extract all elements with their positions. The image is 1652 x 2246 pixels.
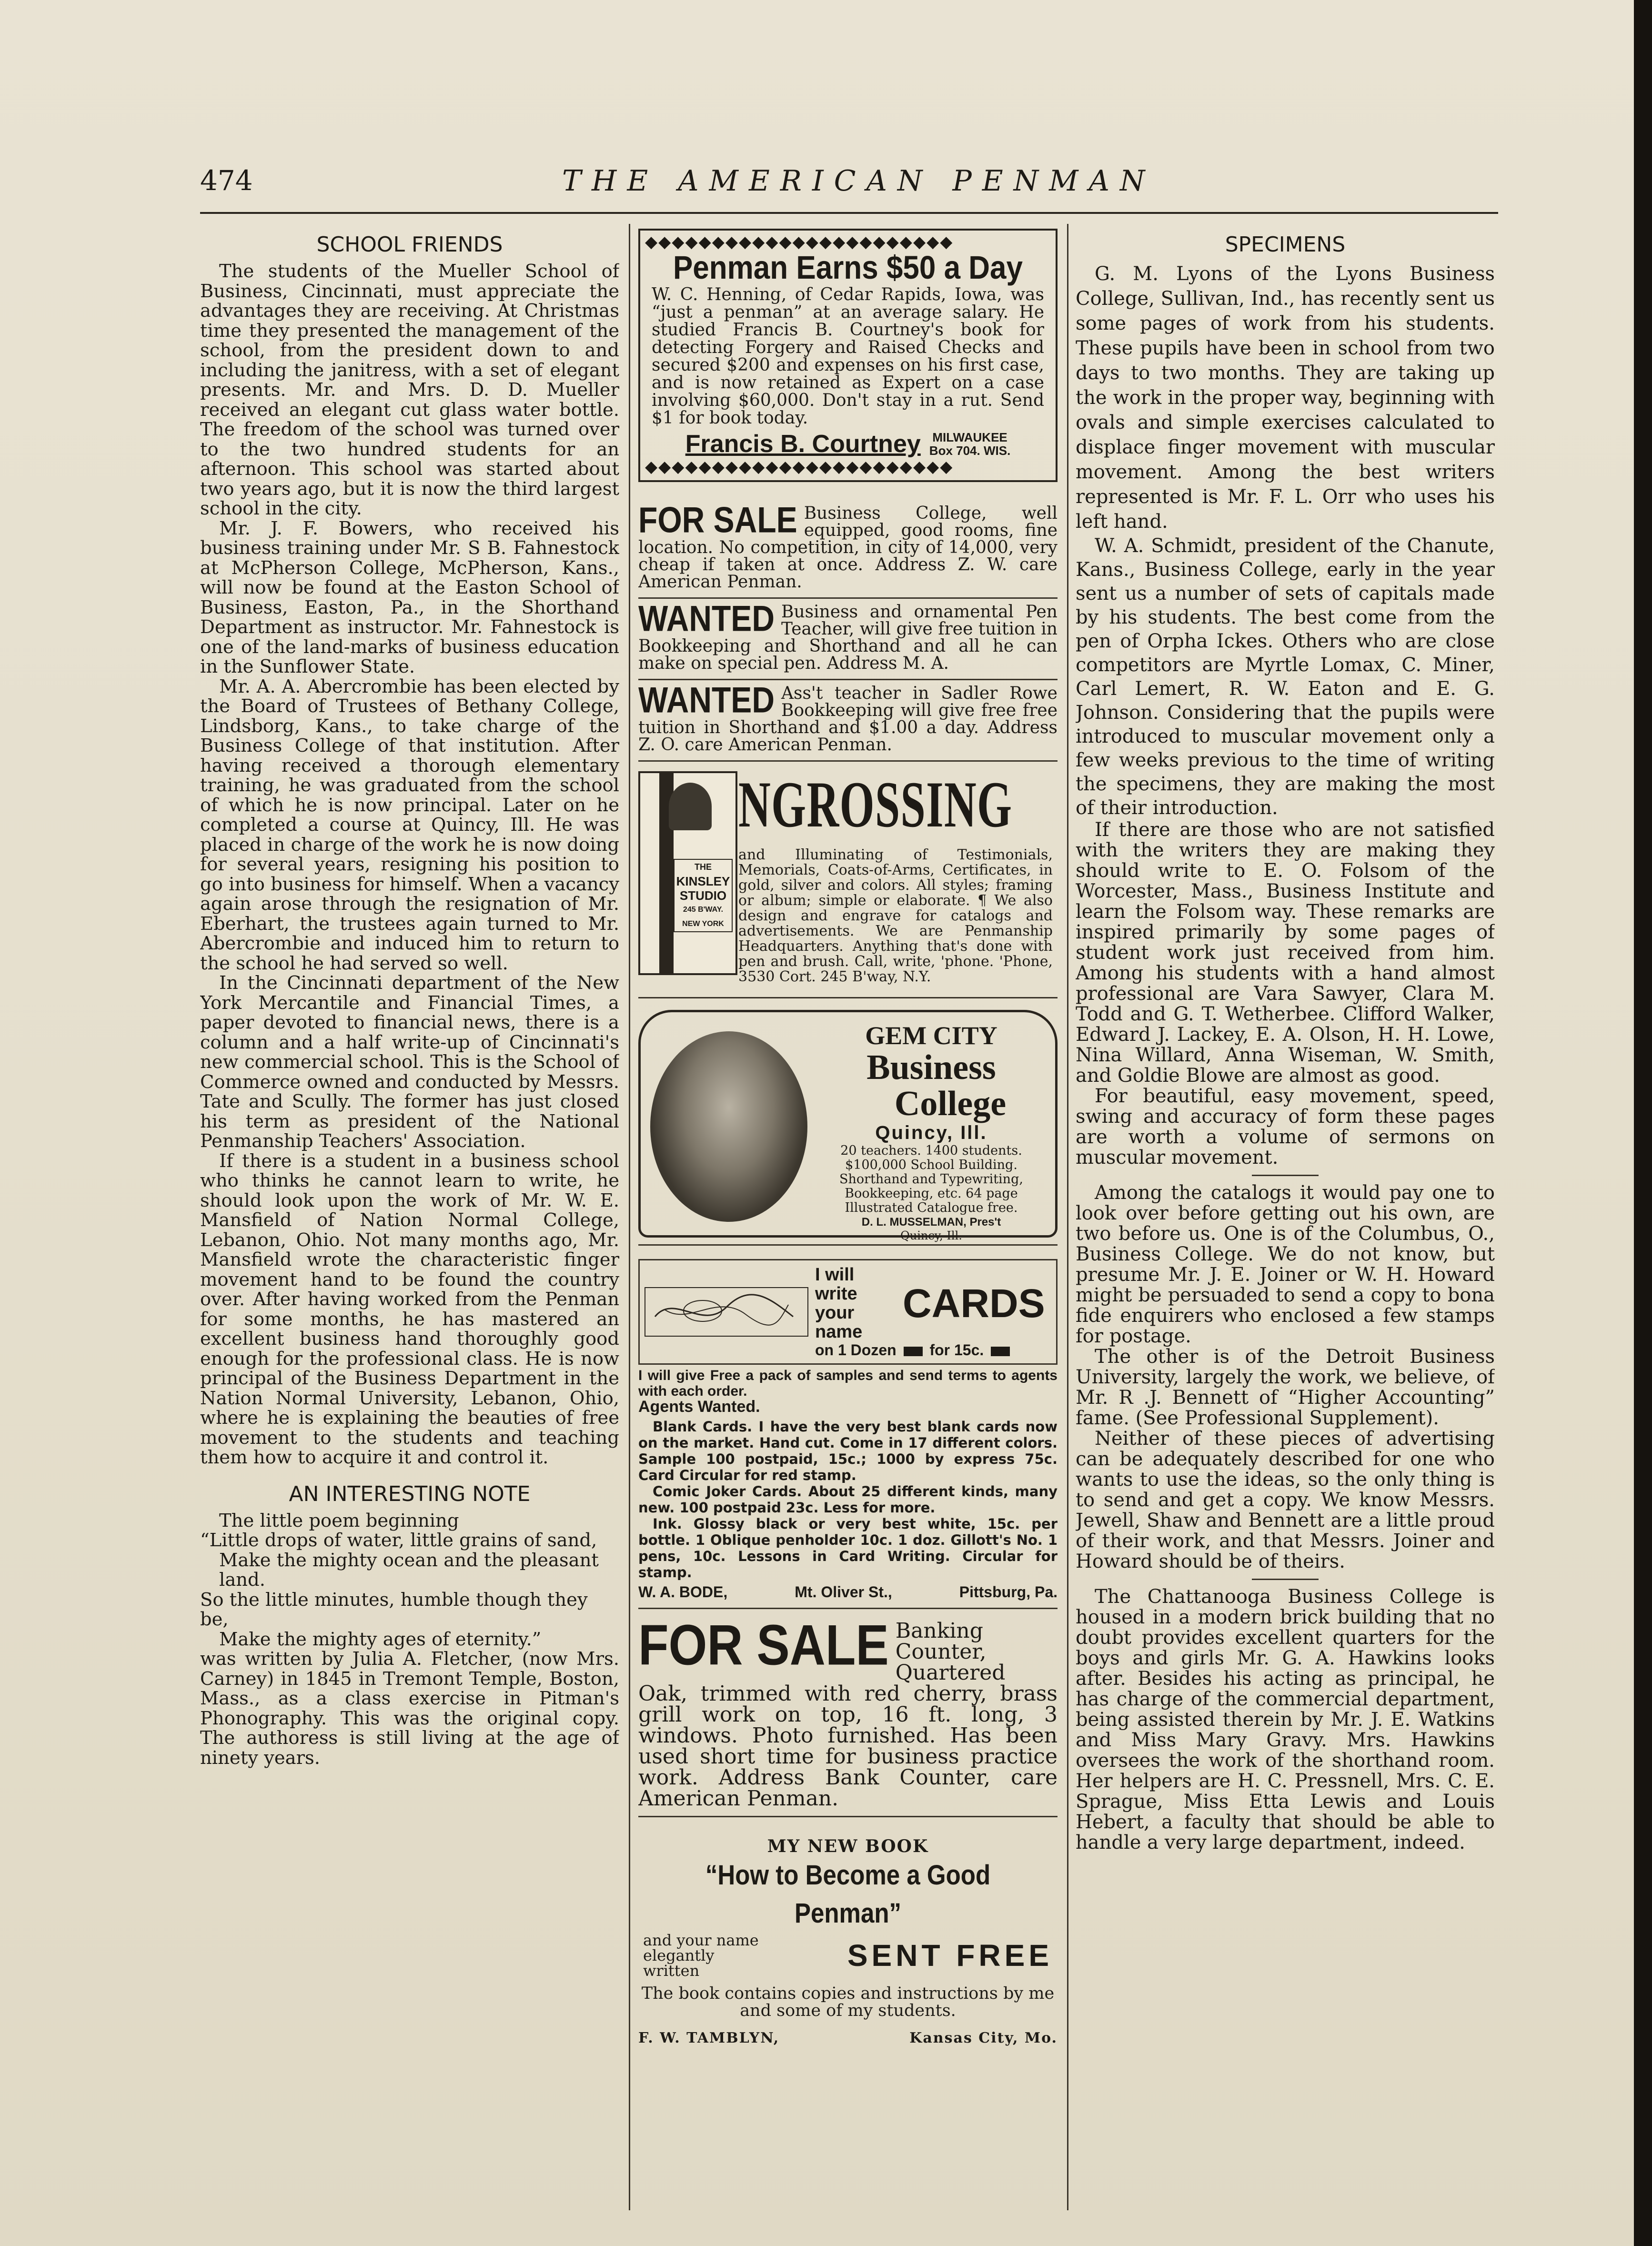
gem-city-details: 20 teachers. 1400 students. $100,000 School Building. Shorthand and Typewriting, Bookkeeping, etc. 64 page Illustrated Catalogue free. xyxy=(839,1143,1023,1215)
ad-heading: WANTED xyxy=(638,598,775,639)
paragraph: Mr. J. F. Bowers, who received his business training under Mr. S B. Fahnestock at McPherson College, McPherson, Kans., will now be found at the Easton School of Business, Easton, Pa., in the Shorthand Department as instructor. Mr. Fahnestock is one of the land-marks of business education in the Sunflower State. xyxy=(200,517,619,677)
courtney-ad xyxy=(638,229,1058,482)
ad-body: Business College, well equipped, good rooms, fine location. No competition, in city of 14,000, very cheap if taken at once. Address Z. W. care American Penman. xyxy=(638,504,1058,592)
ad-body: Business and ornamental Pen Teacher, will give free tuition in Bookkeeping and Shorthand and all he can make on special pen. Address M. A. xyxy=(638,602,1058,673)
book-offer xyxy=(638,1933,1058,1978)
advertiser-address xyxy=(929,431,1011,457)
cards-agents: Agents Wanted. xyxy=(638,1398,760,1416)
ad-heading: FOR SALE xyxy=(638,1613,889,1677)
header-rule xyxy=(200,212,1498,214)
paragraph: Neither of these pieces of advertising can be adequately described for one who wants to use the ideas, so the only thing is to send and get a copy. We know Messrs. Jewell, Shaw and Bennett are a little proud of their work, and that Messrs. Joiner and Howard should be of theirs. xyxy=(1076,1428,1495,1572)
left-column xyxy=(200,224,619,2213)
studio-line: 245 B'WAY. xyxy=(683,906,724,914)
portrait-photo xyxy=(650,1031,807,1222)
section-heading: AN INTERESTING NOTE xyxy=(289,1481,531,1506)
gem-city-city: Quincy, Ill. xyxy=(875,1122,987,1143)
wanted-ad xyxy=(638,599,1058,680)
paragraph: The students of the Mueller School of Business, Cincinnati, must appreciate the advantages they are receiving. At Christmas time they presented the management of the school, from the president down to and including the janitress, with a set of elegant presents. Mr. and Mrs. D. D. Mueller received an elegant cut glass water bottle. The freedom of the school was turned over to the two hundred students for an afternoon. This school was started about two years ago, but it is now the third largest school in the city. xyxy=(200,261,619,519)
card-sample xyxy=(645,1287,808,1337)
cards-price: for 15c. xyxy=(929,1341,984,1359)
cards-big: CARDS xyxy=(903,1281,1045,1326)
for-sale-ad xyxy=(638,500,1058,599)
divider xyxy=(1252,1175,1319,1176)
paragraph: The Chattanooga Business College is housed in a modern brick building that no doubt provides excellent quarters for the boys and girls Mr. G. A. Hawkins looks after. Besides his acting as principal, he has charge of the commercial department, being assisted therein by Mr. J. E. Watkins and Miss Mary Gravy. Mrs. Hawkins oversees the work of the shorthand room. Her helpers are H. C. Pressnell, Mrs. C. E. Sprague, Miss Etta Lewis and Louis Hebert, a faculty that should be able to handle a very large department, indeed. xyxy=(1076,1586,1495,1853)
emblem-icon xyxy=(669,783,712,830)
cards-headline xyxy=(815,1265,1051,1359)
section-heading: SPECIMENS xyxy=(1225,232,1346,257)
paragraph: If there are those who are not satisfied with the writers they are making they should write to E. O. Folsom of the Worcester, Mass., Business Institute and learn the Folsom way. These remarks are inspired primarily by some pages of student work just received from him. Among his students with a hand almost professional are Vara Sawyer, Clara M. Todd and G. T. Wetherbee. Clifford Walker, Edward J. Lackey, E. A. Olson, H. H. Lowe, Nina Willard, Anna Wiseman, W. Smith, and Goldie Blowe are almost as good. xyxy=(1076,819,1495,1087)
book-name-line: and your name elegantly written xyxy=(643,1931,759,1980)
signature-part: Mt. Oliver St., xyxy=(795,1583,892,1601)
gem-city-frame xyxy=(638,1010,1058,1242)
divider xyxy=(1252,1579,1319,1580)
gem-city-text xyxy=(817,1022,1046,1242)
page-edge xyxy=(1634,0,1652,2246)
book-title: “How to Become a Good Penman” xyxy=(705,1860,991,1929)
book-author: F. W. TAMBLYN, xyxy=(638,2030,780,2046)
ads-column xyxy=(638,229,1058,2213)
paragraph: For beautiful, easy movement, speed, swing and accuracy of form these pages are worth a volume of sermons on muscular movement. xyxy=(1076,1085,1495,1168)
ad-signature xyxy=(645,430,1051,458)
engrossing-initial-e xyxy=(638,771,737,975)
wanted-ad xyxy=(638,680,1058,762)
cards-header xyxy=(638,1259,1058,1365)
cards-item: Comic Joker Cards. About 25 different kinds, many new. 100 postpaid 23c. Less for more. xyxy=(638,1483,1058,1516)
paragraph: Mr. A. A. Abercrombie has been elected by the Board of Trustees of Bethany College, Lindsborg, Kans., to take charge of the Business College of that institution. After having received a thorough elementary training, he was graduated from the school of which he is now principal. Later on he completed a course at Quincy, Ill. He was placed in charge of the work he is now doing for several years, resigning his position to go into business for himself. When a vacancy again arose through the resignation of Mr. Eberhart, the trustees again turned to Mr. Abercrombie and induced him to return to the school he had served so well. xyxy=(200,675,619,974)
advertiser-city: MILWAUKEE xyxy=(932,430,1007,444)
poem-line: “Little drops of water, little grains of sand, xyxy=(200,1530,597,1551)
ad-heading: WANTED xyxy=(638,679,775,720)
cards-lead: I will write your name xyxy=(815,1265,863,1342)
cards-signature xyxy=(638,1583,1058,1601)
right-column xyxy=(1076,224,1495,2213)
ad-body: and Illuminating of Testimonials, Memorials, Coats-of-Arms, Certificates, in gold, silver and colors. All styles; framing or album; simple or elaborate. ¶ We also design and engrave for catalogs and advertisements. We are Penmanship Headquarters. Anything that's done with pen and brush. Call, write, 'phone. 'Phone, 3530 Cort. 245 B'way, N.Y. xyxy=(738,846,1053,985)
poem-line: Make the mighty ages of eternity.” xyxy=(219,1628,542,1650)
paragraph: The little poem beginning xyxy=(219,1510,459,1531)
paragraph: In the Cincinnati department of the New York Mercantile and Financial Times, a paper devoted to financial news, there is a column and a half write-up of Cincinnati's new commercial school. This is the School of Commerce owned and conducted by Messrs. Tate and Scully. The former has just closed his term as president of the National Penmanship Teachers' Association. xyxy=(200,972,619,1152)
paragraph: The other is of the Detroit Business University, largely the work, we believe, of Mr. R .J. Bennett of “Higher Accounting” fame. (See Professional Supplement). xyxy=(1076,1346,1495,1429)
gem-city-line1: GEM CITY xyxy=(865,1021,997,1050)
studio-line: NEW YORK xyxy=(682,920,724,928)
ad-body: Ass't teacher in Sadler Rowe Bookkeeping will give free free tuition in Shorthand and $1.00 a day. Address Z. O. care American Penman. xyxy=(638,684,1058,755)
for-sale-counter-ad xyxy=(638,1613,1058,1817)
gem-city-ad xyxy=(638,1005,1058,1246)
studio-line: THE xyxy=(695,862,712,872)
signature-part: Pittsburg, Pa. xyxy=(959,1583,1058,1601)
paragraph: W. A. Schmidt, president of the Chanute, Kans., Business College, early in the year sent us a number of sets of capitals made by his students. The best come from the pen of Orpha Ickes. Others who are close competitors are Myrtle Lomax, C. Miner, Carl Lemert, R. W. Eaton and E. G. Johnson. Considering that the pupils were introduced to muscular movement only a few weeks previous to the time of writing the specimens, they are making the most of their introduction. xyxy=(1076,535,1495,819)
book-sent-free: SENT FREE xyxy=(847,1938,1053,1973)
gem-city-line2: Business xyxy=(866,1048,996,1087)
studio-label xyxy=(674,859,733,932)
ad-title: Penman Earns $50 a Day xyxy=(673,250,1023,286)
diamond-border: ◆◆◆◆◆◆◆◆◆◆◆◆◆◆◆◆◆◆◆◆◆◆◆ xyxy=(645,458,954,475)
engrossing-title: NGROSSING xyxy=(738,768,1013,841)
gem-city-line3: College xyxy=(894,1084,1007,1123)
diamond-border: ◆◆◆◆◆◆◆◆◆◆◆◆◆◆◆◆◆◆◆◆◆◆◆ xyxy=(645,233,954,251)
column-rule-left xyxy=(629,224,630,2210)
book-ad xyxy=(638,1817,1058,2046)
book-kicker: MY NEW BOOK xyxy=(767,1836,929,1856)
section-heading: SCHOOL FRIENDS xyxy=(316,232,503,257)
ad-heading: FOR SALE xyxy=(638,499,797,540)
poem-line: So the little minutes, humble though they be, xyxy=(200,1589,588,1630)
advertiser-box: Box 704. WIS. xyxy=(929,443,1011,458)
book-city: Kansas City, Mo. xyxy=(909,2030,1058,2046)
cards-ad xyxy=(638,1254,1058,1609)
cards-free: I will give Free a pack of samples and send terms to agents with each order. xyxy=(638,1368,1058,1399)
ad-body: Banking Counter, Quartered Oak, trimmed with red cherry, brass grill work on top, 16 ft. long, 3 windows. Photo furnished. Has been used short time for business practice work. Address Bank Counter, care American Penman. xyxy=(638,1619,1058,1811)
paragraph: was written by Julia A. Fletcher, (now Mrs. Carney) in 1845 in Tremont Temple, Boston, Mass., as a class exercise in Pitman's Phonography. This was the original copy. The authoress is still living at the age of ninety years. xyxy=(200,1648,619,1769)
gem-city-town: Quincy, Ill. xyxy=(900,1229,962,1242)
book-body: The book contains copies and instructions by me and some of my students. xyxy=(641,1984,1055,2020)
poem-line: Make the mighty ocean and the pleasant land. xyxy=(219,1549,599,1591)
poem xyxy=(200,1531,619,1649)
column-rule-right xyxy=(1067,224,1068,2210)
advertiser-name: Francis B. Courtney xyxy=(685,430,921,458)
engrossing-ad xyxy=(638,762,1058,998)
cards-dozen: on 1 Dozen xyxy=(815,1341,897,1359)
book-signature xyxy=(638,2030,1058,2046)
cards-offer xyxy=(815,1341,1051,1359)
gem-city-president: D. L. MUSSELMAN, Pres't xyxy=(861,1216,1001,1229)
running-head: THE AMERICAN PENMAN xyxy=(562,164,1156,198)
cards-item: Blank Cards. I have the very best blank cards now on the market. Hand cut. Come in 17 different colors. Sample 100 postpaid, 15c.; 1000 by express 75c. Card Circular for red stamp. xyxy=(638,1419,1058,1483)
studio-line: STUDIO xyxy=(679,888,727,903)
paragraph: G. M. Lyons of the Lyons Business College, Sullivan, Ind., has recently sent us some pages of work from his students. These pupils have been in school from two days to two months. They are taking up the work in the proper way, beginning with ovals and simple exercises calculated to displace finger movement with muscular movement. Among the best writers represented is Mr. F. L. Orr who uses his left hand. xyxy=(1076,263,1495,533)
ad-body: W. C. Henning, of Cedar Rapids, Iowa, was “just a penman” at an average salary. He studied Francis B. Courtney's book for detecting Forgery and Raised Checks and secured $200 and expenses on his first case, and is now retained as Expert on a case involving $60,000. Don't stay in a rut. Send $1 for book today. xyxy=(652,285,1044,428)
flourish-icon xyxy=(645,1288,806,1334)
paragraph: Among the catalogs it would pay one to look over before getting out his own, are two before us. One is of the Columbus, O., Business College. We do not know, but presume Mr. J. E. Joiner or W. H. Howard might be persuaded to send a copy to bona fide enquirers who enclosed a few stamps for postage. xyxy=(1076,1182,1495,1347)
studio-line: KINSLEY xyxy=(676,874,730,888)
cards-item: Ink. Glossy black or very best white, 15c. per bottle. 1 Oblique penholder 10c. 1 doz. Gillott's No. 1 pens, 10c. Lessons in Card Writing. Circular for stamp. xyxy=(638,1516,1058,1581)
page-number: 474 xyxy=(200,164,253,197)
paragraph: If there is a student in a business school who thinks he cannot learn to write, he should look upon the work of Mr. W. E. Mansfield of Nation Normal College, Lebanon, Ohio. Not many months ago, Mr. Mansfield wrote the characteristic finger movement hand to be found the country over. After having worked from the Penman for some months, he has mastered an excellent business hand thoroughly good enough for the professional class. He is now principal of the Business Department in the Nation Normal University, Lebanon, Ohio, where he is explaining the beauties of free movement to the students and teaching them how to acquire it and control it. xyxy=(200,1150,619,1468)
signature-part: W. A. BODE, xyxy=(638,1583,728,1601)
